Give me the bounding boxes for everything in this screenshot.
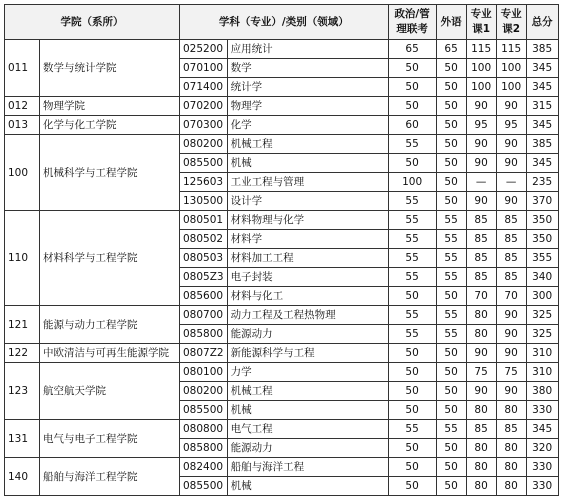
college-number: 131 [5, 420, 40, 458]
college-number: 140 [5, 458, 40, 496]
politics-score: 50 [388, 401, 436, 420]
subject-code: 080503 [180, 249, 228, 268]
politics-score: 50 [388, 363, 436, 382]
foreign-score: 50 [436, 97, 466, 116]
major1-score: 85 [466, 268, 496, 287]
subject-code: 080100 [180, 363, 228, 382]
college-name: 材料科学与工程学院 [40, 211, 180, 306]
major2-score: 100 [496, 78, 526, 97]
table-row [5, 363, 559, 382]
header-foreign: 外语 [436, 5, 466, 40]
subject-code: 080502 [180, 230, 228, 249]
foreign-score: 50 [436, 154, 466, 173]
politics-score: 55 [388, 192, 436, 211]
college-number: 123 [5, 363, 40, 420]
foreign-score: 65 [436, 40, 466, 59]
subject-name: 工业工程与管理 [227, 173, 388, 192]
major2-score: 85 [496, 249, 526, 268]
header-total: 总分 [526, 5, 558, 40]
major2-score: 90 [496, 97, 526, 116]
major1-score: 75 [466, 363, 496, 382]
major2-score: 80 [496, 401, 526, 420]
total-score: 345 [526, 420, 558, 439]
subject-name: 物理学 [227, 97, 388, 116]
total-score: 330 [526, 477, 558, 496]
major1-score: 85 [466, 211, 496, 230]
header-subject: 学科（专业）/类别（领域） [180, 5, 389, 40]
foreign-score: 50 [436, 135, 466, 154]
subject-code: 085800 [180, 325, 228, 344]
subject-name: 机械 [227, 401, 388, 420]
major2-score: 90 [496, 382, 526, 401]
politics-score: 55 [388, 420, 436, 439]
foreign-score: 55 [436, 420, 466, 439]
subject-name: 化学 [227, 116, 388, 135]
total-score: 300 [526, 287, 558, 306]
major1-score: 90 [466, 97, 496, 116]
total-score: 350 [526, 230, 558, 249]
major1-score: 80 [466, 477, 496, 496]
table-row [5, 344, 559, 363]
major2-score: 85 [496, 211, 526, 230]
total-score: 320 [526, 439, 558, 458]
foreign-score: 50 [436, 59, 466, 78]
subject-code: 0807Z2 [180, 344, 228, 363]
major2-score: 70 [496, 287, 526, 306]
major1-score: 100 [466, 78, 496, 97]
total-score: 345 [526, 116, 558, 135]
politics-score: 50 [388, 78, 436, 97]
college-number: 121 [5, 306, 40, 344]
politics-score: 50 [388, 287, 436, 306]
foreign-score: 50 [436, 78, 466, 97]
politics-score: 50 [388, 154, 436, 173]
major1-score: 90 [466, 154, 496, 173]
foreign-score: 50 [436, 363, 466, 382]
total-score: 325 [526, 306, 558, 325]
foreign-score: 50 [436, 382, 466, 401]
politics-score: 50 [388, 382, 436, 401]
foreign-score: 55 [436, 211, 466, 230]
major2-score: 95 [496, 116, 526, 135]
college-name: 电气与电子工程学院 [40, 420, 180, 458]
subject-name: 力学 [227, 363, 388, 382]
major2-score: 115 [496, 40, 526, 59]
politics-score: 50 [388, 477, 436, 496]
table-row [5, 40, 559, 59]
major2-score: 90 [496, 344, 526, 363]
total-score: 355 [526, 249, 558, 268]
foreign-score: 50 [436, 192, 466, 211]
foreign-score: 50 [436, 116, 466, 135]
total-score: 310 [526, 344, 558, 363]
foreign-score: 50 [436, 401, 466, 420]
subject-name: 船舶与海洋工程 [227, 458, 388, 477]
table-row [5, 458, 559, 477]
politics-score: 60 [388, 116, 436, 135]
subject-name: 数学 [227, 59, 388, 78]
foreign-score: 55 [436, 249, 466, 268]
subject-name: 动力工程及工程热物理 [227, 306, 388, 325]
major1-score: 85 [466, 230, 496, 249]
subject-code: 080700 [180, 306, 228, 325]
major1-score: 90 [466, 135, 496, 154]
total-score: 345 [526, 59, 558, 78]
foreign-score: 50 [436, 477, 466, 496]
total-score: 345 [526, 78, 558, 97]
politics-score: 55 [388, 230, 436, 249]
foreign-score: 50 [436, 287, 466, 306]
subject-code: 130500 [180, 192, 228, 211]
major2-score: 90 [496, 135, 526, 154]
foreign-score: 50 [436, 439, 466, 458]
major1-score: 100 [466, 59, 496, 78]
subject-name: 材料学 [227, 230, 388, 249]
politics-score: 65 [388, 40, 436, 59]
subject-code: 085800 [180, 439, 228, 458]
major1-score: 90 [466, 382, 496, 401]
table-header [5, 5, 559, 40]
total-score: 385 [526, 135, 558, 154]
major2-score: 90 [496, 192, 526, 211]
foreign-score: 50 [436, 458, 466, 477]
subject-code: 085600 [180, 287, 228, 306]
college-number: 122 [5, 344, 40, 363]
foreign-score: 55 [436, 325, 466, 344]
subject-code: 071400 [180, 78, 228, 97]
subject-name: 应用统计 [227, 40, 388, 59]
subject-code: 080501 [180, 211, 228, 230]
college-number: 013 [5, 116, 40, 135]
politics-score: 55 [388, 249, 436, 268]
major1-score: 80 [466, 439, 496, 458]
total-score: 325 [526, 325, 558, 344]
college-name: 航空航天学院 [40, 363, 180, 420]
subject-name: 统计学 [227, 78, 388, 97]
major2-score: 90 [496, 306, 526, 325]
college-number: 011 [5, 40, 40, 97]
politics-score: 55 [388, 325, 436, 344]
college-name: 机械科学与工程学院 [40, 135, 180, 211]
table-row [5, 420, 559, 439]
table-body [5, 40, 559, 496]
header-major1: 专业课1 [466, 5, 496, 40]
subject-code: 070300 [180, 116, 228, 135]
total-score: 345 [526, 154, 558, 173]
major2-score: 90 [496, 325, 526, 344]
subject-code: 080800 [180, 420, 228, 439]
subject-name: 电子封装 [227, 268, 388, 287]
foreign-score: 55 [436, 230, 466, 249]
major2-score: 100 [496, 59, 526, 78]
subject-code: 085500 [180, 154, 228, 173]
total-score: 370 [526, 192, 558, 211]
college-name: 数学与统计学院 [40, 40, 180, 97]
foreign-score: 50 [436, 173, 466, 192]
total-score: 310 [526, 363, 558, 382]
college-number: 110 [5, 211, 40, 306]
subject-code: 085500 [180, 401, 228, 420]
college-name: 能源与动力工程学院 [40, 306, 180, 344]
score-table [4, 4, 559, 496]
header-major2: 专业课2 [496, 5, 526, 40]
total-score: 330 [526, 401, 558, 420]
table-row [5, 116, 559, 135]
major1-score: 80 [466, 458, 496, 477]
major1-score: 115 [466, 40, 496, 59]
politics-score: 100 [388, 173, 436, 192]
major2-score: 80 [496, 458, 526, 477]
college-name: 中欧清洁与可再生能源学院 [40, 344, 180, 363]
politics-score: 55 [388, 306, 436, 325]
subject-name: 材料物理与化学 [227, 211, 388, 230]
table-row [5, 211, 559, 230]
header-college: 学院（系所） [5, 5, 180, 40]
college-number: 012 [5, 97, 40, 116]
total-score: 330 [526, 458, 558, 477]
politics-score: 50 [388, 344, 436, 363]
total-score: 340 [526, 268, 558, 287]
major2-score: 85 [496, 420, 526, 439]
politics-score: 55 [388, 135, 436, 154]
subject-code: 070100 [180, 59, 228, 78]
total-score: 350 [526, 211, 558, 230]
table-row [5, 97, 559, 116]
subject-code: 080200 [180, 382, 228, 401]
subject-name: 能源动力 [227, 325, 388, 344]
subject-name: 材料与化工 [227, 287, 388, 306]
subject-name: 机械 [227, 154, 388, 173]
major2-score: 85 [496, 268, 526, 287]
header-politics: 政治/管理联考 [388, 5, 436, 40]
politics-score: 50 [388, 59, 436, 78]
total-score: 315 [526, 97, 558, 116]
subject-name: 能源动力 [227, 439, 388, 458]
total-score: 385 [526, 40, 558, 59]
major1-score: — [466, 173, 496, 192]
politics-score: 55 [388, 268, 436, 287]
foreign-score: 55 [436, 268, 466, 287]
foreign-score: 50 [436, 344, 466, 363]
subject-name: 材料加工工程 [227, 249, 388, 268]
politics-score: 55 [388, 211, 436, 230]
subject-code: 0805Z3 [180, 268, 228, 287]
table-row [5, 135, 559, 154]
major1-score: 90 [466, 192, 496, 211]
major2-score: 85 [496, 230, 526, 249]
subject-code: 085500 [180, 477, 228, 496]
subject-code: 070200 [180, 97, 228, 116]
total-score: 235 [526, 173, 558, 192]
major2-score: 90 [496, 154, 526, 173]
subject-code: 125603 [180, 173, 228, 192]
major2-score: 80 [496, 477, 526, 496]
major1-score: 80 [466, 325, 496, 344]
college-name: 化学与化工学院 [40, 116, 180, 135]
major1-score: 80 [466, 401, 496, 420]
subject-code: 080200 [180, 135, 228, 154]
foreign-score: 55 [436, 306, 466, 325]
major2-score: 75 [496, 363, 526, 382]
table-row [5, 306, 559, 325]
subject-name: 设计学 [227, 192, 388, 211]
politics-score: 50 [388, 458, 436, 477]
college-number: 100 [5, 135, 40, 211]
subject-code: 025200 [180, 40, 228, 59]
major1-score: 70 [466, 287, 496, 306]
college-name: 船舶与海洋工程学院 [40, 458, 180, 496]
major1-score: 85 [466, 249, 496, 268]
subject-name: 电气工程 [227, 420, 388, 439]
major1-score: 85 [466, 420, 496, 439]
subject-name: 机械工程 [227, 382, 388, 401]
total-score: 380 [526, 382, 558, 401]
major1-score: 80 [466, 306, 496, 325]
major2-score: — [496, 173, 526, 192]
major1-score: 90 [466, 344, 496, 363]
politics-score: 50 [388, 439, 436, 458]
major1-score: 95 [466, 116, 496, 135]
subject-name: 机械 [227, 477, 388, 496]
politics-score: 50 [388, 97, 436, 116]
subject-name: 机械工程 [227, 135, 388, 154]
subject-code: 082400 [180, 458, 228, 477]
college-name: 物理学院 [40, 97, 180, 116]
subject-name: 新能源科学与工程 [227, 344, 388, 363]
major2-score: 80 [496, 439, 526, 458]
